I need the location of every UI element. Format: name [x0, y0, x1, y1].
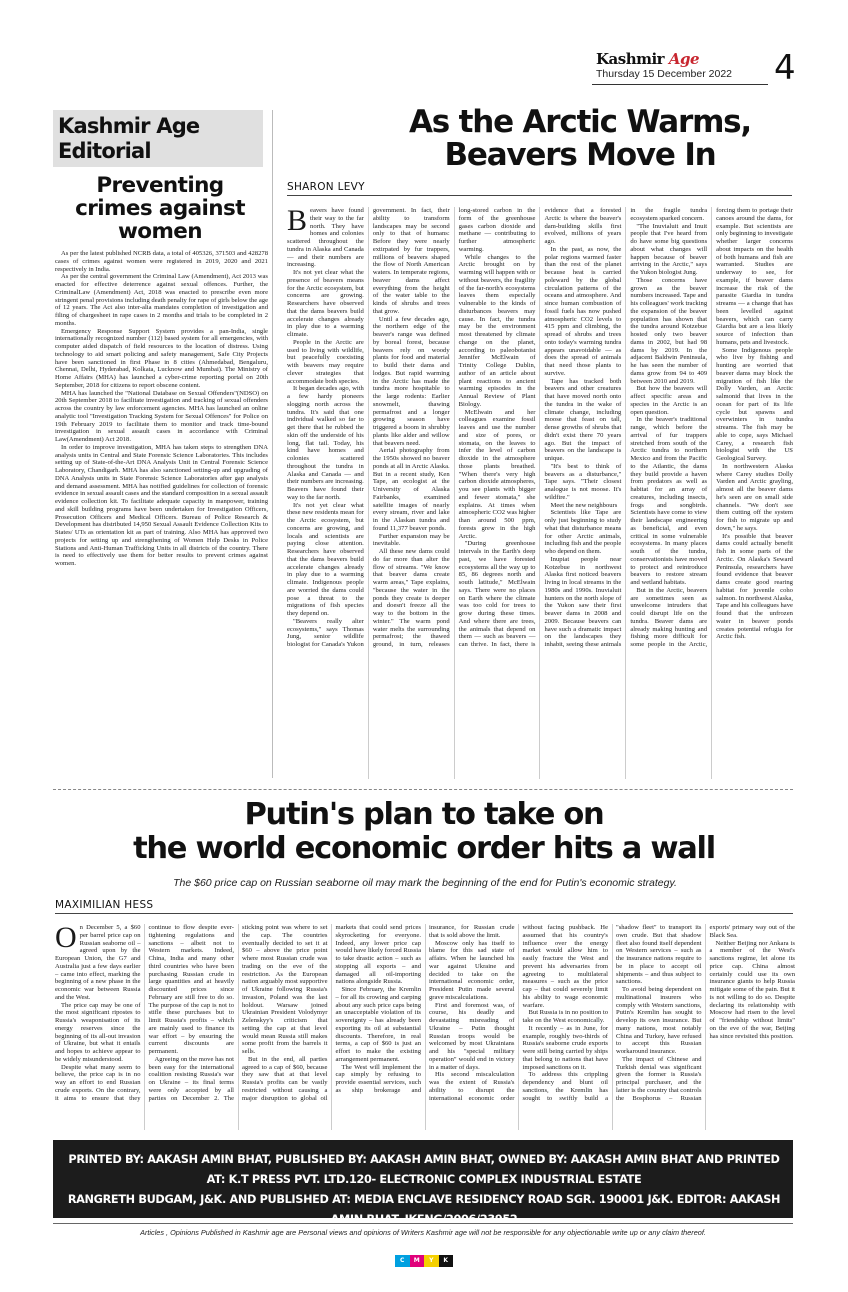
arctic-paragraph: Scientists like Tape are only just beginning to study what that disturbance means for other Arctic animals, including fish and the people who depend on them. [544, 509, 622, 555]
arctic-paragraph: All these new dams could do far more than alter the flow of streams. "We know that beaver dams create warm areas," Tape explains, "because the water in the ponds they create is deeper and doesn't freeze all the way to the bottom in the winter." The warm pond water melts the surrounding permafrost; the thawed ground, in turn, releases long-stored carbon in the form of the greenhouse gases carbon dioxide and methane — contributing to further atmospheric warming. [372, 207, 536, 648]
logo-age: Age [668, 50, 699, 68]
editorial-paragraph: In order to improve investigation, MHA has taken steps to strengthen DNA analysis units in Central and State Forensic Science Laboratories. This includes setting up of State-of-the-Art DNA Analysis Unit in Central Forensic Science Laboratory, Chandigarh. MHA has also sanctioned setting-up and upgrading of DNA Analysis units in State Forensic Science Laboratories after gap analysis and demand assessment. MHA has notified guidelines for collection of forensic evidence in sexual assault cases and the standard composition in a sexual assault evidence collection kit. To facilitate adequate capacity in manpower, training and skill building programs have been undertaken for Investigation Officers, Prosecution Officers and Medical Officers. Bureau of Police Research & Development has distributed 14,950 Sexual Assault Evidence Collection Kits to States/ UTs as orientation kit as part of training. Also MHA has approved two projects for setting up and strengthening of Women Help Desks in Police Stations and Anti-Human Trafficking Units in all districts of the country. There is need to effectively use them for better results to prevent crimes against women. [55, 443, 268, 567]
editorial-paragraph: MHA has launched the "National Database on Sexual Offenders"(NDSO) on 20th September 2018 to facilitate investigation and tracking of sexual offenders across the country by law enforcement agencies. MHA has launched an online analytic tool "Investigation Tracking System for Sexual Offences" for Police on 19th February 2019 to facilitate them to monitor and track time-bound investigation in sexual assault cases in accordance with Criminal Law(Amendment) Act 2018. [55, 389, 268, 443]
editorial-title-line1: Preventing [96, 173, 224, 198]
arctic-headline [370, 106, 790, 172]
arctic-paragraph: It's not yet clear what these new residents mean for the Arctic ecosystem, but concerns are growing, and locals and scientists are paying close attention. Researchers have observed that the dams beavers build accelerate changes already in play due to a warming climate. Indigenous people are worried the dams could pose a threat to the migrations of fish species they depend on. [287, 501, 364, 617]
byline-rule [287, 195, 792, 196]
arctic-paragraph: It's possible that beaver dams could actually benefit fish in some parts of the Arctic. On Alaska's Seward Peninsula, researchers have found evidence that beaver dams create good rearing habitat for juvenile coho salmon. In northwest Alaska, Tape and his colleagues have found that the unfrozen water in beaver ponds creates potential refugia for Arctic fish. [716, 532, 793, 641]
arctic-headline-line2: Beavers Move In [444, 137, 716, 173]
disclaimer-rule [53, 1223, 793, 1224]
arctic-paragraph: Aerial photography from the 1950s showed no beaver ponds at all in Arctic Alaska. But in a recent study, Ken Tape, an ecologist at the University of Alaska Fairbanks, examined satellite images of nearly every stream, river and lake in the Alaskan tundra and found 11,377 beaver ponds. [372, 447, 450, 532]
arctic-paragraph: "Beavers really alter ecosystems," says Thomas Jung, senior wildlife biologist for Canada's Yukon government. In fact, their ability to transform landscapes may be second only to that of humans: Before they were nearly extirpated by fur trappers, millions of beavers shaped the flow of North American waters. In temperate regions, beaver dams affect everything from the height of the water table to the kinds of shrubs and trees that grow. [287, 207, 450, 648]
editorial-paragraph: As per the latest published NCRB data, a total of 405326, 371503 and 428278 cases of crimes against women were registered in 2019, 2020 and 2021 respectively in India. [55, 250, 268, 273]
putin-paragraph: But Russia is in no position to take on the West economically. [522, 1009, 609, 1024]
putin-paragraph: First and foremost was, of course, his deadly and devastating misreading of Ukraine – Putin thought Russian troops would be welcomed by most Ukrainians and his "special military operation" would end in victory in a matter of days. [429, 1001, 515, 1071]
arctic-body [287, 207, 793, 779]
putin-headline-line1: Putin's plan to take on [244, 797, 604, 832]
arctic-paragraph: McElwain and her colleagues examine fossil leaves and use the number and size of pores, or stomata, on the leaves to infer the level of carbon dioxide in the atmosphere those plants breathed. "When there's very high carbon dioxide atmospheres, you see plants with bigger and fewer stomata," she explains. At times when atmospheric CO2 was higher than around 500 ppm, forests grew in the high Arctic. [458, 408, 536, 540]
editorial-body [55, 250, 268, 770]
arctic-paragraph: Some Indigenous people who live by fishing and hunting are worried that beaver dams may block the migration of fish like the Dolly Varden, an Arctic salmonid that lives in the ocean for part of its life cycle but spawns and overwinters in tundra streams. The fish may be able to cope, says Michael Carey, a research fish biologist with the US Geological Survey. [716, 346, 793, 462]
arctic-paragraph: Meet the new neighbours [550, 501, 618, 509]
arctic-byline: SHARON LEVY [287, 181, 365, 193]
logo-kashmir: Kashmir [596, 50, 665, 68]
editorial-label [58, 114, 258, 164]
editorial-title-line3: women [118, 219, 202, 244]
putin-byline: MAXIMILIAN HESS [55, 899, 154, 911]
arctic-paragraph: While changes to the Arctic brought on by warming will happen with or without beavers, the fragility of the far-north's ecosystems leaves them especially vulnerable to the kinds of disturbances beavers may cause. In fact, the tundra may be the environment most threatened by climate change on the planet, according to paleobotanist Jennifer McElwain of Trinity College Dublin, author of an article about plant reactions to ancient warming episodes in the Annual Review of Plant Biology. [458, 253, 536, 408]
putin-paragraph: It recently – as in June, for example, roughly two-thirds of Russia's seaborne crude exports were still being carried by ships that belong to nations that have imposed sanctions on it. [522, 1024, 608, 1071]
editorial-label-line1: Kashmir Age [58, 114, 200, 138]
arctic-paragraph: Tape has tracked both beavers and other creatures that have moved north onto the tundra in the wake of climate change, including moose that feast on tall, dense growths of shrubs that didn't exist there 70 years ago. But the impact of beavers on the landscape is unique. [544, 377, 622, 462]
arctic-paragraph: Further expansion may be inevitable. [372, 532, 450, 548]
arctic-paragraph: In the past, as now, the polar regions warmed faster than the rest of the planet because heat is carried poleward by the global circulation patterns of the oceans and atmosphere. And since human combustion of fossil fuels has now pushed atmospheric CO2 levels to 415 ppm and climbing, the spread of shrubs and trees onto today's warming tundra appears unavoidable — as does the spread of animals that need those plants to survive. [544, 245, 622, 377]
putin-paragraph: Moscow only has itself to blame for this sad state of affairs. When he launched his war against Ukraine and decided to take on the international economic order, President Putin made several grave miscalculations. [429, 939, 515, 1001]
putin-paragraph: To avoid being dependent on multinational insurers who comply with Western sanctions, Putin's Kremlin has sought to develop its own insurance. But many nations, most notably China and Turkey, have refused to accept this Russian workaround insurance. [616, 986, 702, 1055]
putin-body [55, 924, 795, 1130]
arctic-paragraph: In the beaver's traditional range, which before the arrival of fur trappers stretched from south of the Arctic tundra to northern Mexico and from the Pacific to the Atlantic, the dams they build provide a haven from predators as well as habitat for an array of creatures, including insects, frogs and songbirds. Scientists have come to view their landscape engineering as beneficial, and even critical in some vulnerable ecosystems. In many places south of the tundra, conservationists have moved to protect and reintroduce beavers to restore stream and wetland habitats. [630, 416, 708, 586]
byline-rule [55, 913, 793, 914]
arctic-paragraph: But in the Arctic, beavers are sometimes seen as unwelcome intruders that could disrupt life on the tundra. Beaver dams are already making hunting and fishing more difficult for some people in the Arctic, forcing them to portage their canoes around the dams, for example. But scientists are only beginning to investigate whether larger concerns about impacts on the health of both humans and fish are warranted. Studies are underway to see, for example, if beaver dams increase the risk of the parasite Giardia in tundra streams — a change that has been levelled against beavers, which can carry Giardia but are a less likely source of infection than humans, pets and livestock. [630, 207, 793, 648]
arctic-paragraph: It began decades ago, with a few hardy pioneers slogging north across the tundra. It's said that one individual walked so far to get there that he rubbed the skin off the underside of his long, flat tail. Today, his kind have homes and colonies scattered throughout the tundra in Alaska and Canada — and their numbers are increasing. Beavers have found their way to the far north. [287, 385, 364, 501]
editorial-label-line2: Editorial [58, 139, 151, 163]
arctic-headline-line1: As the Arctic Warms, [408, 104, 752, 140]
column-divider [272, 110, 273, 778]
putin-paragraph-text: n December 5, a $60 per barrel price cap on Russian seaborne oil – agreed upon by the European Union, the G7 and Australia just a few days earlier – came into effect, marking the beginning of a new phase in the economic war between Russia and the West. [55, 924, 141, 1001]
putin-paragraph: Despite what many seem to believe, the price cap is in no way an effort to end Russian crude exports. On the contrary, it aims to ensure that they continue to flow despite ever-tightening regulations and sanctions – albeit not to Western markets. Indeed, China, India and many other third countries who have been purchasing Russian crude in large quantities and at heavily discounted prices since February are still free to do so. The purpose of the cap is not to stifle these purchases but to limit Russia's profits – which are mainly used to finance its war effort – by ensuring the current discounts are permanent. [55, 924, 234, 1102]
putin-subhead: The $60 price cap on Russian seaborne oil may mark the beginning of the end for Putin's economic strategy. [173, 877, 677, 889]
editorial-title [55, 174, 265, 243]
dropcap: B [287, 207, 308, 237]
arctic-paragraph: People in the Arctic are used to living with wildlife, but peacefully coexisting with beavers may require clever strategies that accommodate both species. [287, 338, 364, 385]
arctic-paragraph: Inupiat people near Kotzebue in northwest Alaska first noticed beavers living in local streams in the 1980s and 1990s. Inuvialuit hunters on the north slope of the Yukon saw their first beaver dams in 2008 and 2009. Because beavers can have such a dramatic impact on the landscapes they inhabit, seeing these animals in the fragile tundra ecosystem sparked concern. [544, 207, 708, 648]
page-number: 4 [774, 48, 796, 88]
putin-paragraph: But in the end, all parties agreed to a cap of $60, because they saw that at that level Russia's profits can be vastly restricted without causing a major disruption to global oil markets that could send prices skyrocketing for everyone. Indeed, any lower price cap would have likely forced Russia to take drastic action – such as stopping all exports – and damaged all oil-importing nations alongside Russia. [242, 924, 421, 1102]
issue-date: Thursday 15 December 2022 [596, 68, 732, 80]
arctic-paragraph: Until a few decades ago, the northern edge of the beaver's range was defined by boreal forest, because beavers rely on woody plants for food and material to build their dams and lodges. But rapid warming in the Arctic has made the tundra more hospitable to the large rodents: Earlier snowmelt, thawing permafrost and a longer growing season have triggered a boom in shrubby plants like alder and willow that beavers need. [372, 315, 450, 447]
masthead-rule [592, 84, 768, 85]
putin-paragraph: His second miscalculation was the extent of Russia's ability to disrupt the international economic order without facing pushback. He assumed that his country's influence over the energy market would allow him to easily fracture the West and prevent his adversaries from agreeing to multilateral measures – such as the price cap – that could severely limit his ability to wage economic warfare. [429, 924, 608, 1102]
dropcap: O [55, 924, 77, 954]
editorial-paragraph: Emergency Response Support System provides a pan-India, single internationally recognized number (112) based system for all emergencies, with computer aided dispatch of field resources to the location of distress. Using technology to aid smart policing and safety management, Safe City Projects have been sanctioned in first Phase in 8 cities (Ahmedabad, Bengaluru, Chennai, Delhi, Hyderabad, Kolkata, Lucknow and Mumbai). The Ministry of Home Affairs (MHA) has launched a cyber-crime reporting portal on 20th September, 2018 for citizens to report obscene content. [55, 327, 268, 389]
imprint-text [58, 1150, 790, 1230]
arctic-paragraph: In northwestern Alaska where Carey studies Dolly Varden and Arctic grayling, almost all the beaver dams he's seen are on small side channels. "We don't see them cutting off the system for fish to migrate up and down," he says. [716, 462, 793, 532]
arctic-paragraph: Those concerns have grown as the beaver numbers increased. Tape and his colleagues' work tracking the expansion of the beaver population has shown that the tundra around Kotzebue hosted only two beaver dams in 2002, but had 98 dams by 2019. In the adjacent Baldwin Peninsula, he has seen the number of dams grow from 94 to 409 between 2010 and 2019. [630, 276, 708, 385]
imprint-line2: RANGRETH BUDGAM, J&K. AND PUBLISHED AT: MEDIA ENCLAVE RESIDENCY ROAD SGR. 190001 J&K. EDITOR: AAKASH AMIN BHAT, JKENG/2006/23952 [67, 1193, 781, 1226]
color-mark-magenta: M [410, 1255, 425, 1267]
putin-paragraph: To address this crippling dependency and blunt oil sanctions, the Kremlin has sought to swiftly build a "shadow fleet" to transport its own crude. But that shadow fleet also found itself dependent on Western services – such as the insurance nations require to be in place to accept oil shipments – and thus subject to sanctions. [522, 924, 702, 1102]
editorial-title-line2: crimes against [75, 196, 245, 221]
arctic-paragraph: "The Inuvialuit and Inuit people that I've heard from do have some big questions about what changes will happen because of beaver arriving in the Arctic," says the Yukon biologist Jung. [630, 222, 708, 276]
putin-headline-line2: the world economic order hits a wall [133, 831, 715, 866]
imprint-line1: PRINTED BY: AAKASH AMIN BHAT, PUBLISHED BY: AAKASH AMIN BHAT, OWNED BY: AAKASH AMIN BHAT AND PRINTED AT: K.T PRESS PVT. LTD.120- ELECTRONIC COMPLEX INDUSTRIAL ESTATE [68, 1153, 780, 1186]
color-mark-cyan: C [395, 1255, 410, 1267]
section-divider [53, 789, 793, 790]
arctic-paragraph: It's not yet clear what the presence of beavers means for the Arctic ecosystem, but concerns are growing. Researchers have observed that the dams beavers build accelerate changes already in play due to a warming climate. [287, 269, 364, 338]
color-mark-yellow: Y [424, 1255, 439, 1267]
arctic-paragraph: "During greenhouse intervals in the Earth's deep past, we have forested ecosystems all the way up to 85, 86 degrees north and south latitude," McElwain says. There were no places on Earth where the climate was too cold for trees to grow during these times. And where there are trees, the animals that depend on them — such as beavers — can thrive. In fact, there is evidence that a forested Arctic is where the beaver's dam-building skills first evolved, millions of years ago. [458, 207, 622, 648]
masthead-logo [596, 50, 699, 68]
arctic-paragraph [287, 207, 364, 269]
arctic-paragraph: But how the beavers will affect specific areas and species in the Arctic is an open question. [630, 385, 708, 416]
putin-paragraph: The West will implement the cap simply by refusing to provide essential services, such as ship brokerage and insurance, for Russian crude that is sold above the limit. [335, 924, 515, 1094]
putin-headline [120, 798, 728, 866]
putin-paragraph: Agreeing on the move has not been easy for the international coalition resisting Russia's war on Ukraine – its final terms were only accepted by all parties on December 2. The sticking point was where to set the cap. The countries eventually decided to set it at $60 – above the price point where most Russian crude was trading on the eve of the restriction. As the European nation arguably most supportive of Ukraine following Russia's invasion, Poland was the last holdout. Warsaw joined Ukrainian President Volodymyr Zelenskyy's criticism that setting the cap at that level would mean Russia still makes some profit from the barrels it sells. [148, 924, 328, 1102]
arctic-paragraph-text: eavers have found their way to the far north. They have homes and colonies scattered throughout the tundra in Alaska and Canada — and their numbers are increasing. [287, 207, 364, 269]
putin-paragraph: The impact of Chinese and Turkish denial was significant given the former is Russia's principal purchaser, and the latter is the country that controls the Bosphorus – Russian exports' primary way out of the Black Sea. [616, 924, 795, 1102]
disclaimer: Articles , Opinions Published in Kashmir age are Personal views and opinions of Writers Kashmir age will not be responsible for any objectionable write up or any claim thereof. [140, 1228, 706, 1237]
arctic-paragraph: "It's best to think of beavers as a disturbance," Tape says. "Their closest analogue is not moose. It's wildfire." [544, 462, 622, 501]
putin-paragraph: Since February, the Kremlin – for all its crowing and carping about any such price caps being an unacceptable violation of its sovereignty – has already been exporting its oil at substantial discounts. Therefore, in real terms, a cap of $60 is just an effort to make the existing arrangement permanent. [335, 986, 421, 1063]
editorial-paragraph: As per the central government the Criminal Law (Amendment), Act 2013 was enacted for effective deterrence against sexual offences. Further, the CriminalLaw (Amendment) Act, 2018 was enacted to prescribe even more stringent penal provisions including death penalty for rape of girls below the age of 12 years. The Act also inter-alia mandates completion of investigation and filing of chargesheet in rape cases in 2 months and trials to be completed in 2 months. [55, 273, 268, 327]
putin-paragraph: Neither Beijing nor Ankara is a member of the West's sanctions regime, let alone its price cap. China almost certainly could use its own insurance giants to help Russia mitigate some of the pain. But it is not willing to do so. Despite declaring its relationship with Moscow had risen to the level of "friendship without limits" on the eve of the war, Beijing has since revisited this position. [709, 939, 795, 1040]
cmyk-color-strip [395, 1255, 453, 1267]
color-mark-black: K [439, 1255, 454, 1267]
putin-paragraph [55, 924, 141, 1002]
putin-paragraph: The price cap may be one of the most significant ripostes to Russia's weaponisation of its energy reserves since the beginning of its all-out invasion of Ukraine, but what it entails and hopes to achieve appear to be widely misunderstood. [55, 1001, 141, 1063]
